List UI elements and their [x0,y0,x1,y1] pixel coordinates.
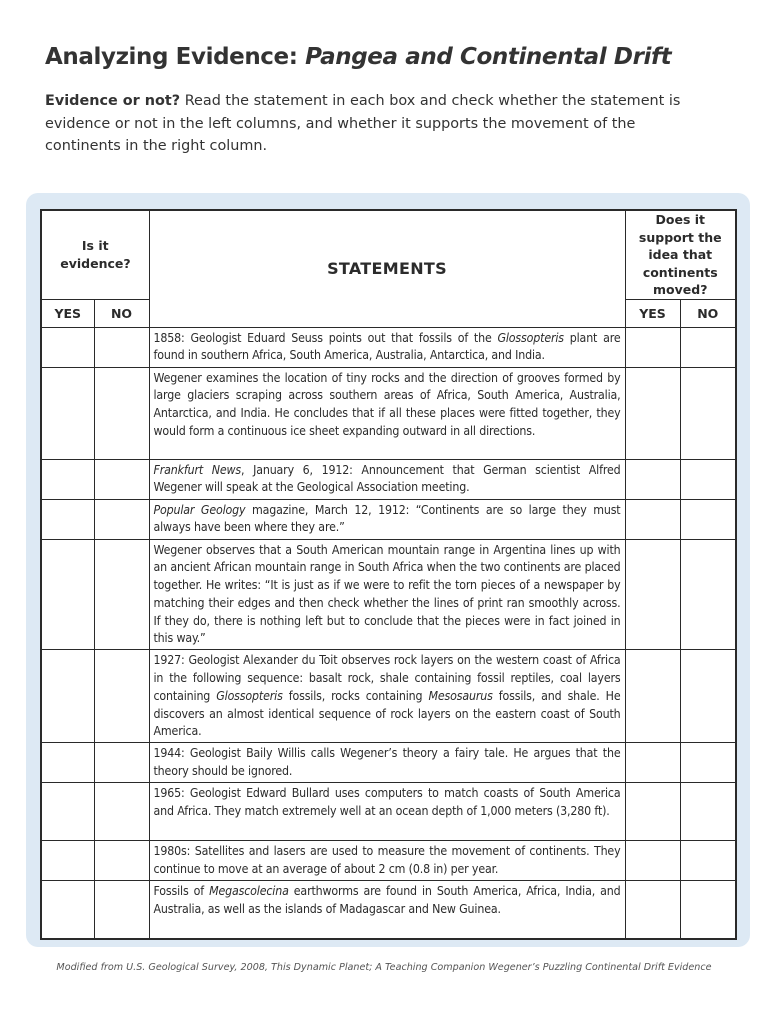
statement-italic: Frankfurt News [153,462,242,477]
evidence-yes-checkbox[interactable] [41,327,94,367]
statement-text [149,367,625,459]
statement-row [41,841,736,881]
supports-no-checkbox[interactable] [680,327,736,367]
statement-row [41,499,736,539]
statement-row [41,783,736,841]
evidence-no-checkbox[interactable] [94,841,149,881]
statement-text [149,459,625,499]
evidence-table [40,209,737,940]
statement-segment: 1927: Geologist Alexander du Toit observes rock layers on the western coast of Africa in the following sequence: basalt rock, shale containing fossil reptiles, coal layers containing [153,653,621,703]
source-citation: Modified from U.S. Geological Survey, 2008, This Dynamic Planet; A Teaching Companion Wegener’s Puzzling Continental Drift Evidence [56,962,712,973]
statement-segment: , January 6, 1912: Announcement that German scientist Alfred Wegener will speak at the Geological Association meeting. [153,462,621,495]
supports-no-checkbox[interactable] [680,841,736,881]
supports-yes-checkbox[interactable] [625,327,680,367]
statement-segment: Wegener observes that a South American mountain range in Argentina lines up with an ancient African mountain range in South Africa when the two continents are placed together. He writes: “It is just as if we were to refit the torn pieces of a newspaper by matching their edges and then check whether the lines of print ran smoothly across. If they do, there is nothing left but to conclude that the pieces were in fact joined in this way.” [153,542,621,646]
supports-yes-checkbox[interactable] [625,783,680,841]
supports-no-checkbox[interactable] [680,783,736,841]
supports-no-checkbox[interactable] [680,650,736,743]
statement-text [149,881,625,939]
statement-row [41,743,736,783]
statement-text [149,783,625,841]
supports-yes-header: YES [625,299,680,327]
title-subtitle: Pangea and Continental Drift [305,44,672,70]
evidence-no-checkbox[interactable] [94,783,149,841]
evidence-yes-checkbox[interactable] [41,459,94,499]
evidence-yes-checkbox[interactable] [41,499,94,539]
evidence-yes-checkbox[interactable] [41,783,94,841]
statement-row [41,881,736,939]
evidence-yes-checkbox[interactable] [41,841,94,881]
statement-segment: 1980s: Satellites and lasers are used to measure the movement of continents. They continue to move at an average of about 2 cm (0.8 in) per year. [153,844,621,877]
statement-segment: plant are found in southern Africa, South America, Australia, Antarctica, and India. [153,330,621,363]
supports-yes-checkbox[interactable] [625,743,680,783]
instructions [45,90,685,158]
evidence-yes-checkbox[interactable] [41,650,94,743]
evidence-yes-checkbox[interactable] [41,367,94,459]
supports-yes-checkbox[interactable] [625,650,680,743]
statement-row [41,367,736,459]
statement-segment: magazine, March 12, 1912: “Continents are so large they must always have been where they are.” [153,502,621,535]
evidence-yes-header: YES [41,299,94,327]
supports-no-checkbox[interactable] [680,459,736,499]
statement-italic: Glossopteris [216,688,283,703]
statement-text [149,743,625,783]
statement-segment: fossils, and shale. He discovers an almost identical sequence of rock layers on the eastern coast of South America. [153,688,621,739]
supports-no-checkbox[interactable] [680,539,736,650]
statement-row [41,539,736,650]
supports-movement-header: Does it support the idea that continents moved? [625,210,736,299]
is-it-evidence-header: Is it evidence? [41,210,149,299]
supports-yes-checkbox[interactable] [625,841,680,881]
supports-yes-checkbox[interactable] [625,367,680,459]
statement-italic: Glossopteris [497,330,564,345]
statement-segment: 1944: Geologist Baily Willis calls Wegener’s theory a fairy tale. He argues that the theory should be ignored. [153,746,621,779]
statement-row [41,327,736,367]
statement-segment: earthworms are found in South America, Africa, India, and Australia, as well as the islands of Madagascar and New Guinea. [153,884,621,917]
statement-text [149,327,625,367]
supports-yes-checkbox[interactable] [625,499,680,539]
statement-segment: 1965: Geologist Edward Bullard uses computers to match coasts of South America and Africa. They match extremely well at an ocean depth of 1,000 meters (3,280 ft). [153,786,621,819]
page-title [45,44,671,70]
evidence-no-header: NO [94,299,149,327]
evidence-no-checkbox[interactable] [94,499,149,539]
instructions-lead: Evidence or not? [45,93,181,109]
instructions-text: Read the statement in each box and check whether the statement is evidence or not in the left columns, and whether it supports the movement of the continents in the right column. [45,93,681,154]
supports-no-checkbox[interactable] [680,367,736,459]
supports-no-checkbox[interactable] [680,881,736,939]
statement-text [149,650,625,743]
statement-segment: fossils, rocks containing [282,688,429,703]
evidence-no-checkbox[interactable] [94,650,149,743]
evidence-no-checkbox[interactable] [94,539,149,650]
supports-no-header: NO [680,299,736,327]
statement-segment: Fossils of [153,884,210,899]
statement-text [149,539,625,650]
statement-text [149,499,625,539]
evidence-no-checkbox[interactable] [94,327,149,367]
statements-header: STATEMENTS [149,210,625,327]
evidence-yes-checkbox[interactable] [41,881,94,939]
evidence-no-checkbox[interactable] [94,743,149,783]
title-main: Analyzing Evidence: [45,44,298,70]
statement-row [41,650,736,743]
statement-italic: Popular Geology [153,502,246,517]
supports-no-checkbox[interactable] [680,499,736,539]
statement-segment: 1858: Geologist Eduard Seuss points out that fossils of the [153,330,498,345]
statement-row [41,459,736,499]
statement-italic: Megascolecina [209,884,289,899]
evidence-no-checkbox[interactable] [94,367,149,459]
statement-segment: Wegener examines the location of tiny rocks and the direction of grooves formed by large glaciers scraping across southern areas of Africa, South America, Australia, Antarctica, and India. He concludes that if all these places were fitted together, they would form a continuous ice sheet expanding outward in all directions. [153,370,621,438]
evidence-no-checkbox[interactable] [94,881,149,939]
evidence-no-checkbox[interactable] [94,459,149,499]
supports-yes-checkbox[interactable] [625,459,680,499]
supports-yes-checkbox[interactable] [625,881,680,939]
evidence-yes-checkbox[interactable] [41,539,94,650]
statement-text [149,841,625,881]
supports-yes-checkbox[interactable] [625,539,680,650]
supports-no-checkbox[interactable] [680,743,736,783]
statement-italic: Mesosaurus [428,688,493,703]
evidence-yes-checkbox[interactable] [41,743,94,783]
